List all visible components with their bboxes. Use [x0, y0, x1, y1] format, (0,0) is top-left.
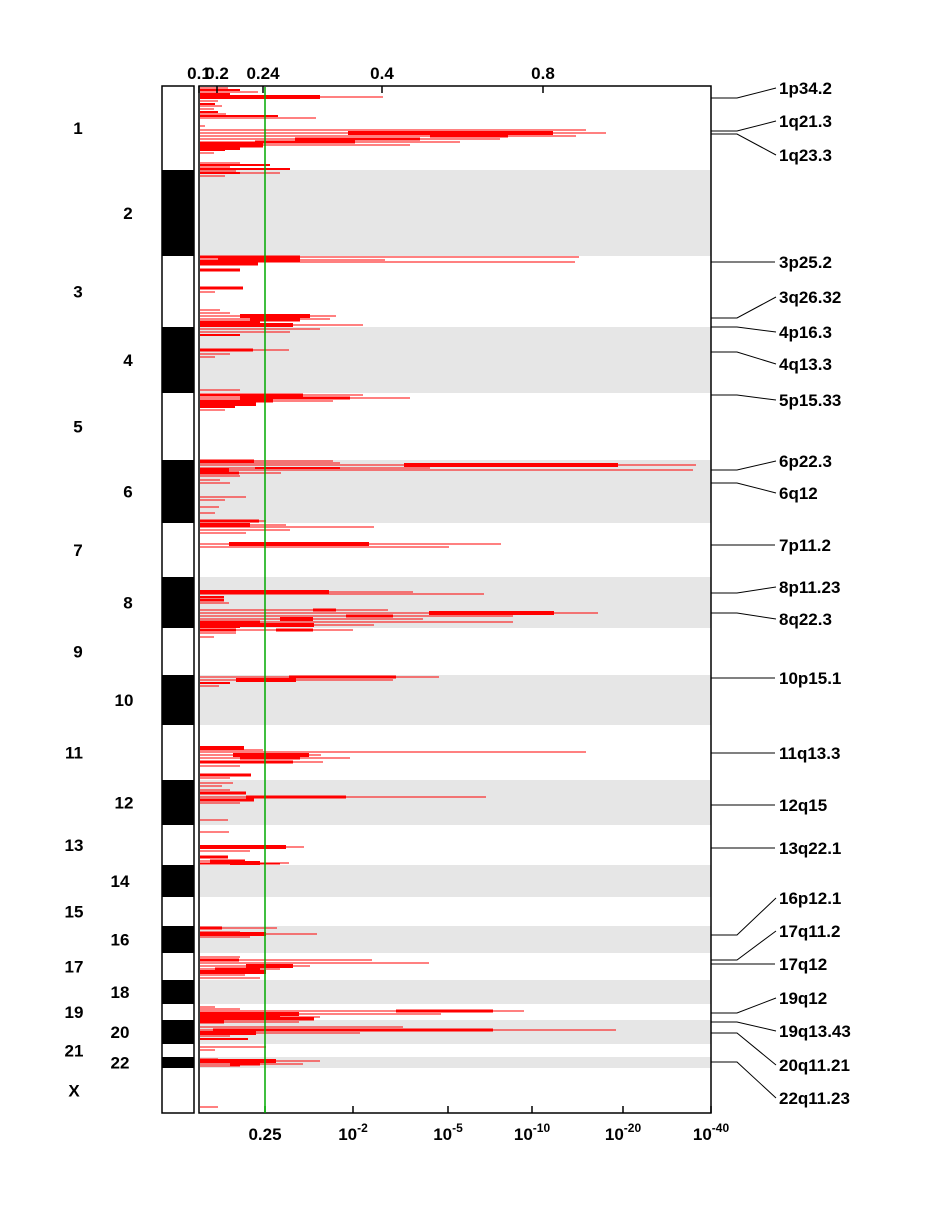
chromosome-label-8: 8 [123, 593, 133, 613]
top-axis-tick-label: 0.4 [370, 64, 394, 83]
qvalue-base: 10 [692, 1125, 712, 1144]
top-axis-tick-label: 0.8 [531, 64, 555, 83]
ideogram-band-chr22 [162, 1057, 194, 1068]
annotation-label-4p16.3: 4p16.3 [779, 323, 832, 342]
annotation-label-17q12: 17q12 [779, 955, 828, 974]
chromosome-label-1: 1 [73, 119, 83, 138]
annotation-label-20q11.21: 20q11.21 [779, 1056, 850, 1075]
ideogram-band-chr12 [162, 780, 194, 825]
top-axis-tick-label: 0.2 [205, 64, 229, 83]
annotation-label-11q13.3: 11q13.3 [779, 744, 841, 763]
annotation-label-8p11.23: 8p11.23 [779, 578, 841, 597]
ideogram-band-chr16 [162, 926, 194, 953]
chromosome-label-16: 16 [110, 930, 130, 950]
chromosome-label-5: 5 [73, 417, 83, 437]
annotation-label-5p15.33: 5p15.33 [779, 391, 842, 410]
chromosome-label-10: 10 [114, 691, 134, 710]
shade-band-chr14 [200, 865, 711, 897]
top-axis-gscore [187, 64, 555, 93]
annotation-label-4q13.3: 4q13.3 [779, 355, 832, 374]
annotation-leader-4p16.3 [711, 327, 776, 332]
qvalue-base: 10 [433, 1125, 453, 1144]
bottom-axis-tick-label [693, 1121, 730, 1144]
chromosome-label-9: 9 [73, 642, 83, 662]
annotation-leader-3q26.32 [711, 297, 776, 318]
annotation-leader-6q12 [711, 483, 776, 493]
annotation-label-12q15: 12q15 [779, 796, 828, 815]
annotation-leader-6p22.3 [711, 461, 776, 470]
chromosome-label-15: 15 [64, 902, 84, 922]
qvalue-base: 10 [338, 1125, 358, 1144]
qvalue-base: 10 [604, 1125, 624, 1144]
annotation-leader-5p15.33 [711, 395, 776, 400]
annotation-label-3p25.2: 3p25.2 [779, 253, 832, 272]
chromosome-label-20: 20 [110, 1023, 130, 1042]
annotation-label-7p11.2: 7p11.2 [779, 536, 831, 555]
chromosome-label-13: 13 [64, 836, 84, 855]
annotation-label-6p22.3: 6p22.3 [779, 452, 832, 471]
shade-band-chr20 [200, 1020, 711, 1044]
annotation-leader-19q13.43 [711, 1022, 776, 1031]
qvalue-exponent: -10 [532, 1121, 551, 1135]
annotation-leader-16p12.1 [711, 898, 776, 935]
annotation-label-1p34.2: 1p34.2 [779, 79, 832, 98]
chromosome-label-2: 2 [123, 204, 133, 223]
chromosome-label-12: 12 [114, 793, 134, 813]
ideogram-band-chr14 [162, 865, 194, 897]
annotation-leader-1p34.2 [711, 88, 776, 98]
annotation-label-19q13.43: 19q13.43 [779, 1022, 851, 1041]
annotation-leader-4q13.3 [711, 352, 776, 364]
chromosome-label-22: 22 [110, 1053, 130, 1073]
annotation-label-8q22.3: 8q22.3 [779, 610, 832, 629]
chromosome-label-19: 19 [64, 1003, 84, 1022]
annotation-leader-1q21.3 [711, 121, 776, 131]
annotation-leader-8q22.3 [711, 613, 776, 619]
bottom-axis-tick-label: 0.25 [248, 1125, 282, 1144]
shade-band-chr4 [200, 327, 711, 393]
annotation-label-1q21.3: 1q21.3 [779, 112, 832, 131]
chromosome-label-4: 4 [123, 351, 133, 370]
shade-band-chr2 [200, 170, 711, 256]
chromosome-label-3: 3 [73, 282, 83, 302]
annotation-leader-1q23.3 [711, 134, 776, 155]
ideogram-band-chr10 [162, 675, 194, 725]
bottom-axis-qvalue [248, 1106, 729, 1144]
annotation-label-3q26.32: 3q26.32 [779, 288, 842, 307]
qvalue-exponent: -2 [357, 1121, 368, 1135]
annotation-leader-20q11.21 [711, 1033, 776, 1065]
chromosome-label-14: 14 [110, 872, 130, 891]
ideogram-band-chr4 [162, 327, 194, 393]
qvalue-exponent: -5 [452, 1121, 463, 1135]
ideogram-band-chr18 [162, 980, 194, 1004]
annotation-label-13q22.1: 13q22.1 [779, 839, 842, 858]
chromosome-label-11: 11 [65, 743, 83, 763]
ideogram-band-chr6 [162, 460, 194, 523]
chromosome-label-7: 7 [73, 541, 83, 560]
annotation-leader-8p11.23 [711, 587, 776, 593]
qvalue-exponent: -40 [711, 1121, 730, 1135]
bottom-axis-tick-label [433, 1121, 463, 1144]
cytoband-annotations [711, 79, 851, 1108]
top-axis-tick-label: 0.24 [246, 64, 280, 83]
annotation-leader-22q11.23 [711, 1062, 776, 1098]
annotation-label-22q11.23: 22q11.23 [779, 1089, 850, 1108]
chromosome-label-X: X [68, 1081, 80, 1101]
annotation-label-1q23.3: 1q23.3 [779, 146, 832, 165]
qvalue-base: 10 [513, 1125, 533, 1144]
annotation-label-16p12.1: 16p12.1 [779, 889, 842, 908]
ideogram-band-chr2 [162, 170, 194, 256]
annotation-label-19q12: 19q12 [779, 989, 828, 1008]
chromosome-label-21: 21 [64, 1041, 84, 1061]
shade-band-chr18 [200, 980, 711, 1004]
chromosome-label-17: 17 [64, 957, 84, 977]
ideogram-band-chr20 [162, 1020, 194, 1044]
bottom-axis-tick-label [514, 1121, 551, 1144]
annotation-label-10p15.1: 10p15.1 [779, 669, 842, 688]
annotation-label-6q12: 6q12 [779, 484, 818, 503]
chromosome-labels [65, 119, 134, 1101]
top-axis-tick-label: 0.1 [187, 64, 211, 83]
bottom-axis-tick-label [605, 1121, 642, 1144]
bottom-axis-tick-label [338, 1121, 368, 1144]
chromosome-label-18: 18 [110, 983, 130, 1002]
shade-band-chr12 [200, 780, 711, 825]
chromosome-ideogram [162, 86, 194, 1113]
ideogram-band-chr8 [162, 577, 194, 628]
shade-band-chr22 [200, 1057, 711, 1068]
qvalue-exponent: -20 [623, 1121, 642, 1135]
annotation-label-17q11.2: 17q11.2 [779, 922, 841, 941]
shade-band-chr8 [200, 577, 711, 628]
chromosome-label-6: 6 [123, 482, 133, 502]
shade-band-chr10 [200, 675, 711, 725]
shade-band-chr6 [200, 460, 711, 523]
shade-band-chr16 [200, 926, 711, 953]
annotation-leader-19q12 [711, 998, 776, 1013]
